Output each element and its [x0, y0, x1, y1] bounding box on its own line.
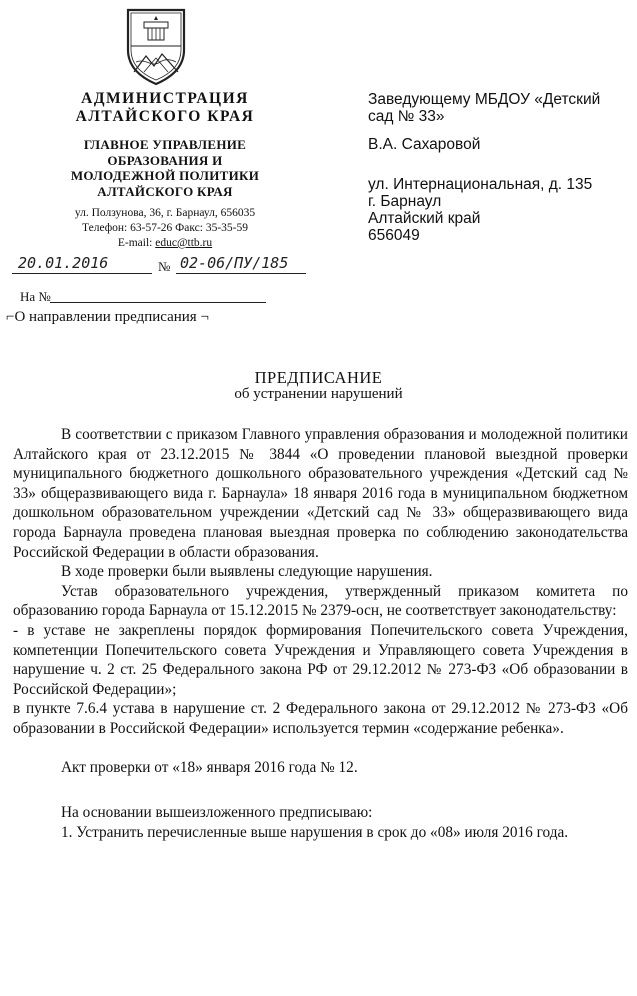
- org-email: [0, 236, 330, 250]
- document-title: ПРЕДПИСАНИЕ: [254, 368, 383, 387]
- email-label: E-mail:: [117, 237, 156, 249]
- subject-bracket-left: ⌐: [6, 309, 15, 325]
- paragraph-violation-2: в пункте 7.6.4 устава в нарушение ст. 2 Федерального закона от 29.12.2012 № 273-ФЗ «Об образовании в Российской Федерации» используется термин «содержание ребенка».: [13, 700, 628, 737]
- number-label: №: [158, 259, 171, 274]
- recipient-region: Алтайский край: [368, 210, 481, 227]
- dept-line1: ГЛАВНОЕ УПРАВЛЕНИЕ: [83, 137, 247, 152]
- number-handwritten: 02-06/ПУ/185: [180, 254, 289, 272]
- recipient-address: [368, 176, 592, 244]
- coat-of-arms-emblem: [122, 6, 190, 86]
- date-handwritten: 20.01.2016: [18, 254, 109, 272]
- subject-bracket-right: ¬: [196, 309, 209, 325]
- recipient-zip: 656049: [368, 227, 420, 244]
- org-name-line1: АДМИНИСТРАЦИЯ: [81, 90, 249, 107]
- date-line: [12, 255, 152, 274]
- paragraph-intro: В соответствии с приказом Главного управления образования и молодежной политики Алтайского края от 23.12.2015 № 3844 «О проведении плановой выездной проверки муниципального бюджетного дошкольного образовательного учреждения «Детский сад № 33» общеразвивающего вида г. Барнаула» 18 января 2016 года в муниципальном бюджетном дошкольном образовательном учреждении «Детский сад № 33» общеразвивающего вида города Барнаула проведена плановая выездная проверка по соблюдению законодательства Российской Федерации в области образования.: [13, 426, 628, 561]
- document-subtitle: об устранении нарушений: [234, 386, 403, 402]
- recipient-name: В.А. Сахаровой: [368, 136, 481, 153]
- subject-line: [6, 309, 209, 326]
- subject-text: О направлении предписания: [14, 309, 197, 325]
- recipient-street: ул. Интернациональная, д. 135: [368, 176, 593, 193]
- email-link[interactable]: educ@ttb.ru: [155, 237, 213, 249]
- paragraph-inspection-act: Акт проверки от «18» января 2016 года № 12.: [61, 758, 358, 776]
- org-address: ул. Ползунова, 36, г. Барнаул, 656035: [74, 207, 256, 219]
- number-line: [176, 255, 306, 274]
- paragraph-violations-found: В ходе проверки были выявлены следующие нарушения.: [61, 563, 433, 581]
- dept-line2: ОБРАЗОВАНИЯ И: [107, 152, 223, 168]
- document-body: [13, 425, 628, 842]
- paragraph-order: На основании вышеизложенного предписываю:: [61, 804, 373, 822]
- reply-number-line: [50, 288, 266, 303]
- recipient-city: г. Барнаул: [368, 193, 442, 210]
- dept-line4: АЛТАЙСКОГО КРАЯ: [97, 183, 233, 199]
- org-name-line2: АЛТАЙСКОГО КРАЯ: [75, 108, 255, 125]
- department-name: [0, 137, 330, 199]
- paragraph-charter: Устав образовательного учреждения, утвержденный приказом комитета по образованию города Барнаула от 15.12.2015 № 2379-осн, не соответствует законодательству:: [13, 582, 628, 620]
- reply-label: На №: [20, 289, 51, 304]
- recipient-line1: Заведующему МБДОУ «Детский: [368, 91, 601, 108]
- org-name: [0, 90, 330, 126]
- org-phones: Телефон: 63-57-26 Факс: 35-35-59: [82, 222, 248, 234]
- dept-line3: МОЛОДЕЖНОЙ ПОЛИТИКИ: [70, 168, 260, 183]
- paragraph-violation-1: - в уставе не закреплены порядок формирования Попечительского совета Учреждения, компетенции Попечительского совета Учреждения и Управляющего совета Учреждения в нарушение ч. 2 ст. 25 Федерального закона РФ от 29.12.2012 № 273-ФЗ «Об образовании в Российской Федерации»;: [13, 621, 628, 698]
- paragraph-order-item-1: 1. Устранить перечисленные выше нарушения в срок до «08» июля 2016 года.: [61, 823, 569, 841]
- recipient-position: [368, 91, 600, 125]
- recipient-line2: сад № 33»: [368, 108, 445, 125]
